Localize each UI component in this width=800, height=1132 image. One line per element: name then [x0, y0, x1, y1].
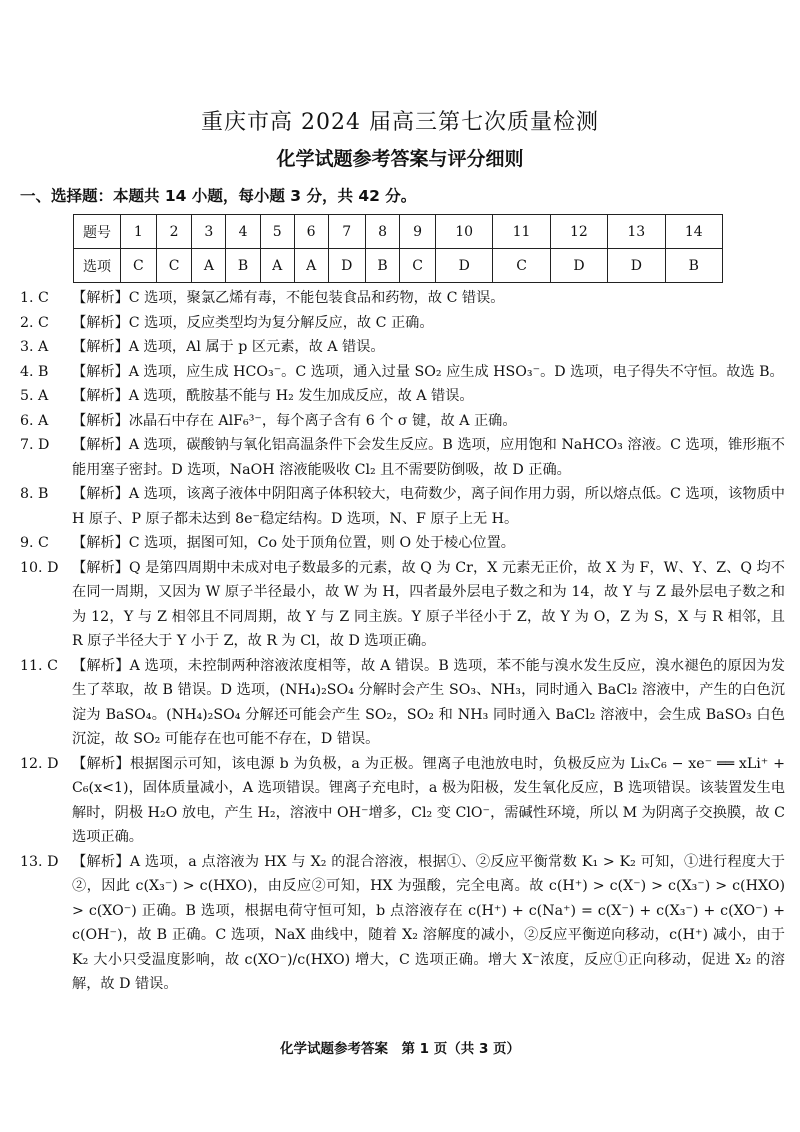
- row-label-number: 题号: [74, 215, 121, 249]
- explanation-text: 【解析】C 选项，据图可知，Co 处于顶角位置，则 O 处于棱心位置。: [72, 535, 515, 551]
- question-number-cell: 9: [400, 215, 436, 249]
- explanation-item: [20, 384, 785, 409]
- answer-table: [73, 214, 723, 283]
- explanation-item: [20, 531, 785, 556]
- question-number-cell: 7: [328, 215, 365, 249]
- row-label-option: 选项: [74, 249, 121, 283]
- explanation-item: [20, 433, 785, 482]
- answer-cell: C: [493, 249, 550, 283]
- explanation-text: 【解析】C 选项，反应类型均为复分解反应，故 C 正确。: [72, 314, 434, 331]
- answer-cell: D: [328, 249, 365, 283]
- question-answer-label: 13. D: [20, 853, 59, 870]
- question-answer-label: 10. D: [20, 559, 59, 576]
- explanation-text: 【解析】A 选项，应生成 HCO₃⁻。C 选项，通入过量 SO₂ 应生成 HSO₃⁻。D 选项，电子得失不守恒。故选 B。: [72, 363, 784, 380]
- question-number-cell: 1: [121, 215, 157, 249]
- answer-cell: D: [608, 249, 665, 283]
- answer-cell: A: [294, 249, 328, 283]
- explanation-item: [20, 335, 785, 360]
- question-number-cell: 5: [260, 215, 294, 249]
- explanation-text: 【解析】根据图示可知，该电源 b 为负极，a 为正极。锂离子电池放电时，负极反应为 LiₓC₆ − xe⁻ ══ xLi⁺ + C₆(x<1)，固体质量减小，A 选项错误。锂离子充电时，a 极为阳极，发生氧化反应，B 选项错误。该装置发生电解时，阴极 H₂O 放电，产生 H₂，溶液中 OH⁻增多，Cl₂ 变 ClO⁻，需碱性环境，所以 M 为阴离子交换膜，故 C 选项正确。: [72, 755, 785, 845]
- answer-cell: C: [400, 249, 436, 283]
- question-number-cell: 10: [436, 215, 493, 249]
- answer-cell: A: [192, 249, 226, 283]
- explanation-text: 【解析】A 选项，a 点溶液为 HX 与 X₂ 的混合溶液，根据①、②反应平衡常数 K₁ > K₂ 可知，①进行程度大于②，因此 c(X₃⁻) > c(HXO)，由反应②可知，HX 为强酸，完全电离。故 c(H⁺) > c(X⁻) > c(X₃⁻) > c(HXO) > c(XO⁻) 正确。B 选项，根据电荷守恒可知，b 点溶液存在 c(H⁺) + c(Na⁺) = c(X⁻) + c(X₃⁻) + c(XO⁻) + c(OH⁻)，故 B 正确。C 选项，NaX 曲线中，随着 X₂ 溶解度的减小，②反应平衡逆向移动，c(H⁺) 减小，由于 K₂ 大小只受温度影响，故 c(XO⁻)/c(HXO) 增大，C 选项正确。增大 X⁻浓度，反应①正向移动，促进 X₂ 的溶解，故 D 错误。: [72, 853, 785, 992]
- question-number-cell: 2: [156, 215, 192, 249]
- explanation-item: [20, 360, 785, 385]
- page-footer: 化学试题参考答案 第 1 页（共 3 页）: [279, 1041, 521, 1057]
- answer-cell: D: [436, 249, 493, 283]
- question-answer-label: 5. A: [20, 388, 49, 404]
- question-number-cell: 12: [550, 215, 607, 249]
- page-title: 重庆市高 2024 届高三第七次质量检测: [201, 110, 599, 135]
- explanation-text: 【解析】Q 是第四周期中未成对电子数最多的元素，故 Q 为 Cr，X 元素无正价，故 X 为 F，W、Y、Z、Q 均不在同一周期，又因为 W 原子半径最小，故 W 为 H，四者最外层电子数之和为 14，故 Y 与 Z 最外层电子数之和为 12，Y 与 Z 相邻且不同周期，故 Y 与 Z 同主族。Y 原子半径小于 Z，故 Y 为 O，Z 为 S，X 与 R 相邻，且 R 原子半径大于 Y 小于 Z，故 R 为 Cl，故 D 选项正确。: [72, 559, 785, 649]
- explanation-text: 【解析】A 选项，碳酸钠与氧化铝高温条件下会发生反应。B 选项，应用饱和 NaHCO₃ 溶液。C 选项，锥形瓶不能用塞子密封。D 选项，NaOH 溶液能吸收 Cl₂ 且不需要防倒吸，故 D 正确。: [72, 437, 785, 478]
- question-answer-label: 7. D: [20, 437, 50, 453]
- question-number-cell: 4: [226, 215, 260, 249]
- explanation-item: [20, 482, 785, 531]
- question-number-cell: 3: [192, 215, 226, 249]
- question-answer-label: 4. B: [20, 363, 49, 380]
- answer-cell: C: [156, 249, 192, 283]
- answer-cell: B: [226, 249, 260, 283]
- answer-cell: B: [365, 249, 399, 283]
- explanation-item: [20, 556, 785, 654]
- explanation-text: 【解析】A 选项，Al 属于 p 区元素，故 A 错误。: [72, 339, 385, 355]
- question-answer-label: 8. B: [20, 486, 49, 502]
- question-number-cell: 6: [294, 215, 328, 249]
- explanation-item: [20, 654, 785, 752]
- question-answer-label: 12. D: [20, 755, 59, 772]
- explanation-item: [20, 752, 785, 850]
- answer-option-row: [74, 249, 723, 283]
- question-answer-label: 1. C: [20, 290, 49, 306]
- answer-cell: D: [550, 249, 607, 283]
- answer-cell: C: [121, 249, 157, 283]
- section-heading: 一、选择题：本题共 14 小题，每小题 3 分，共 42 分。: [20, 187, 417, 205]
- question-number-cell: 13: [608, 215, 665, 249]
- question-answer-label: 2. C: [20, 314, 49, 331]
- explanation-list: [20, 286, 785, 997]
- explanation-item: [20, 409, 785, 434]
- explanation-text: 【解析】A 选项，酰胺基不能与 H₂ 发生加成反应，故 A 错误。: [72, 388, 474, 404]
- explanation-text: 【解析】冰晶石中存在 AlF₆³⁻，每个离子含有 6 个 σ 键，故 A 正确。: [72, 412, 517, 429]
- page-subtitle: 化学试题参考答案与评分细则: [276, 148, 524, 170]
- question-number-cell: 11: [493, 215, 550, 249]
- question-number-cell: 14: [665, 215, 723, 249]
- explanation-item: [20, 311, 785, 336]
- answer-cell: A: [260, 249, 294, 283]
- question-number-cell: 8: [365, 215, 399, 249]
- question-answer-label: 6. A: [20, 412, 49, 429]
- question-number-row: [74, 215, 723, 249]
- answer-cell: B: [665, 249, 723, 283]
- explanation-text: 【解析】A 选项，未控制两种溶液浓度相等，故 A 错误。B 选项，苯不能与溴水发生反应，溴水褪色的原因为发生了萃取，故 B 错误。D 选项，(NH₄)₂SO₄ 分解时会产生 SO₃、NH₃，同时通入 BaCl₂ 溶液中，产生的白色沉淀为 BaSO₄。(NH₄)₂SO₄ 分解还可能会产生 SO₂，SO₂ 和 NH₃ 同时通入 BaCl₂ 溶液中，会生成 BaSO₃ 白色沉淀，故 SO₂ 可能存在也可能不存在，D 错误。: [72, 657, 785, 747]
- explanation-text: 【解析】A 选项，该离子液体中阴阳离子体积较大，电荷数少，离子间作用力弱，所以熔点低。C 选项，该物质中 H 原子、P 原子都未达到 8e⁻稳定结构。D 选项，N、F 原子上无 H。: [72, 486, 785, 527]
- question-answer-label: 11. C: [20, 657, 58, 674]
- explanation-text: 【解析】C 选项，聚氯乙烯有毒，不能包装食品和药物，故 C 错误。: [72, 290, 505, 306]
- explanation-item: [20, 850, 785, 997]
- explanation-item: [20, 286, 785, 311]
- question-answer-label: 9. C: [20, 535, 49, 551]
- question-answer-label: 3. A: [20, 339, 49, 355]
